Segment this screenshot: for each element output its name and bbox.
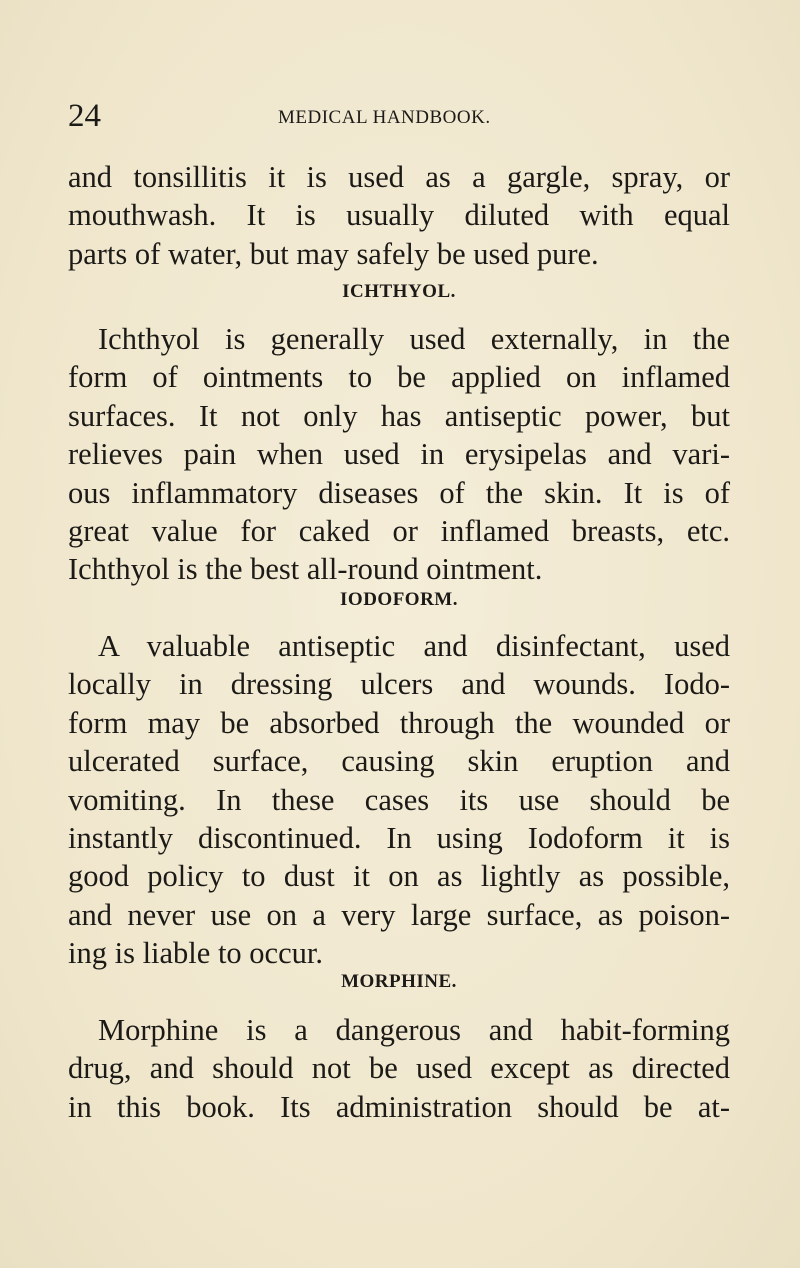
text-line: locally in dressing ulcers and wounds. Iodo- bbox=[68, 667, 730, 702]
section-heading-iodoform: IODOFORM. bbox=[340, 589, 458, 610]
paragraph-tonsillitis bbox=[68, 158, 730, 273]
text-line: Morphine is a dangerous and habit-forming bbox=[98, 1013, 730, 1047]
paragraph-iodoform bbox=[68, 627, 730, 973]
text-line: ous inflammatory diseases of the skin. It is of bbox=[68, 475, 730, 510]
page-header bbox=[68, 98, 730, 134]
page-number: 24 bbox=[68, 98, 101, 134]
text-line: drug, and should not be used except as directed bbox=[68, 1051, 730, 1086]
text-line: A valuable antiseptic and disinfectant, used bbox=[98, 629, 730, 663]
text-line: surfaces. It not only has antiseptic power, but bbox=[68, 398, 730, 433]
text-line: mouthwash. It is usually diluted with equal bbox=[68, 198, 730, 233]
text-line: instantly discontinued. In using Iodoform it is bbox=[68, 820, 730, 855]
text-line: Ichthyol is the best all-round ointment. bbox=[68, 552, 543, 587]
text-line: form of ointments to be applied on inflamed bbox=[68, 360, 730, 395]
paragraph-ichthyol bbox=[68, 320, 730, 589]
running-head: MEDICAL HANDBOOK. bbox=[278, 107, 491, 128]
text-line: parts of water, but may safely be used pure. bbox=[68, 236, 599, 271]
paragraph-morphine bbox=[68, 1011, 730, 1126]
section-heading-morphine: MORPHINE. bbox=[341, 971, 457, 992]
text-line: form may be absorbed through the wounded or bbox=[68, 705, 730, 740]
text-line: vomiting. In these cases its use should be bbox=[68, 782, 730, 817]
text-line: and tonsillitis it is used as a gargle, spray, or bbox=[68, 160, 730, 194]
text-line: good policy to dust it on as lightly as possible, bbox=[68, 859, 730, 894]
text-line: in this book. Its administration should be at- bbox=[68, 1089, 730, 1124]
text-line: Ichthyol is generally used externally, in the bbox=[98, 322, 730, 356]
text-line: and never use on a very large surface, as poison- bbox=[68, 897, 730, 932]
text-line: ulcerated surface, causing skin eruption and bbox=[68, 744, 730, 779]
text-line: great value for caked or inflamed breasts, etc. bbox=[68, 513, 730, 548]
text-line: ing is liable to occur. bbox=[68, 936, 323, 971]
text-line: relieves pain when used in erysipelas and vari- bbox=[68, 437, 730, 472]
section-heading-ichthyol: ICHTHYOL. bbox=[342, 281, 456, 302]
